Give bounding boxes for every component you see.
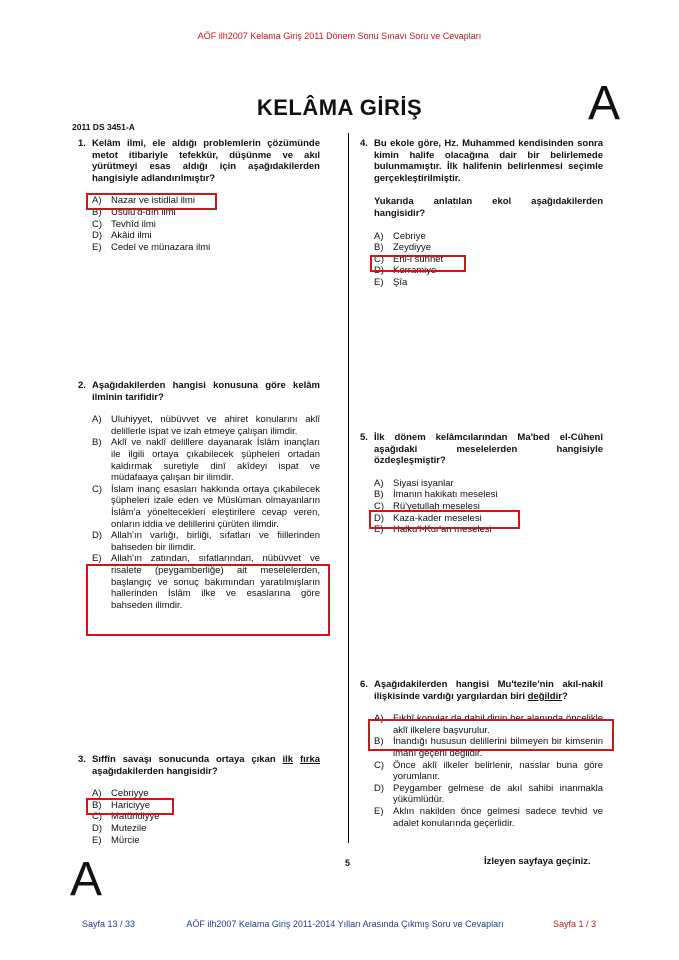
question-number: 3. — [78, 754, 86, 765]
option-e[interactable]: E) Aklın nakilden önce gelmesi sadece tevhid ve adalet konularında geçerlidir. — [374, 805, 603, 829]
question-number: 6. — [360, 679, 368, 690]
answer-highlight — [86, 798, 174, 815]
option-b[interactable]: B) Aklî ve naklî delillere dayanarak İslâm inançları ile ilgili ortaya çıkabilecek şüpheleri ortadan kaldırmak suretiyle dinî akîdeyi ispat ve müdafaaya çalışan bir ilimdir. — [92, 437, 320, 484]
page-number: 5 — [345, 858, 351, 868]
answer-highlight — [86, 564, 330, 636]
option-c[interactable]: C) Rü'yetullah meselesi — [374, 500, 480, 512]
question-number: 1. — [78, 138, 86, 149]
option-a[interactable]: A) Nazar ve istidlal ilmi — [92, 195, 195, 207]
footer-right: Sayfa 1 / 3 — [553, 919, 597, 929]
question-number: 5. — [360, 432, 368, 443]
option-c[interactable]: C) İslam inanç esasları hakkında ortaya çıkabilecek şüpheleri izale eden ve Müslüman olmayanların İslâm'a yöneltecekleri eleştirilere cevap veren, onların iddia ve delillerini çürüten ilimdir. — [92, 483, 320, 530]
option-a[interactable]: A) Cebriyye — [92, 788, 149, 800]
option-e[interactable]: E) Halku'l-Kur'an meselesi — [374, 524, 492, 536]
option-b[interactable]: B) Hariciyye — [92, 799, 151, 811]
answer-highlight — [369, 510, 520, 529]
option-c[interactable]: C) Tevhîd ilmi — [92, 218, 156, 230]
option-e[interactable]: E) Şîa — [374, 276, 408, 288]
answer-highlight — [86, 193, 217, 210]
option-a[interactable]: A) Siyasi isyanlar — [374, 477, 454, 489]
answer-highlight — [370, 255, 466, 272]
footer-center: AÖF ilh2007 Kelama Giriş 2011-2014 Yılları Arasında Çıkmış Soru ve Cevapları — [186, 919, 504, 929]
continue-note: İzleyen sayfaya geçiniz. — [484, 856, 591, 867]
top-title: AÖF ilh2007 Kelama Giriş 2011 Dönem Sonu Sınavı Soru ve Cevapları — [197, 31, 482, 41]
question-stem: İlk dönem kelâmcılarından Ma'bed el-Cühenî aşağıdaki meselelerden hangisiyle özdeşleşmiştir? — [374, 432, 603, 467]
question-stem: Sıffîn savaşı sonucunda ortaya çıkan ilk fırka aşağıdakilerden hangisidir? — [92, 754, 321, 777]
footer-left: Sayfa 13 / 33 — [82, 919, 136, 929]
question-number: 4. — [360, 138, 368, 149]
option-b[interactable]: B) İmanın hakikatı meselesi — [374, 489, 498, 501]
exam-code: 2011 DS 3451-A — [72, 122, 135, 132]
options-list — [92, 788, 320, 846]
page-title: KELÂMA GİRİŞ — [256, 95, 423, 120]
question-6 — [360, 679, 603, 829]
option-d[interactable]: D) Kaza-kader meselesi — [374, 512, 482, 524]
option-b[interactable]: B) Zeydiyye — [374, 242, 432, 254]
question-stem: Bu ekole göre, Hz. Muhammed kendisinden sonra kimin halife olacağına dair bir belirlemede bulunmamıştır. İlk halifenin belirlenmesi seçimle gerçekleştirilmiştir. — [374, 138, 603, 184]
option-e[interactable]: E) Mürcie — [92, 834, 140, 846]
option-e[interactable]: E) Cedel ve münazara ilmi — [92, 241, 211, 253]
option-c[interactable]: C) Matüridiyye — [92, 811, 160, 823]
option-c[interactable]: C) Ehl-i sünnet — [374, 253, 444, 265]
question-stem: Kelâm ilmi, ele aldığı problemlerin çözümünde metot itibariyle tefekkür, düşünme ve akıl yürütmeyi esas aldığı için aşağıdakilerden hangisiyle adlandırılmıştır? — [92, 138, 320, 184]
question-stem: Aşağıdakilerden hangisi Mu'tezile'nin akıl-nakil ilişkisinde vardığı yargılardan biri değildir? — [374, 679, 603, 702]
option-b[interactable]: B) Usûlü'd-dîn ilmi — [92, 206, 176, 218]
option-c[interactable]: C) Önce aklî ilkeler belirlenir, nasslar buna göre yorumlanır. — [374, 759, 603, 783]
answer-highlight — [368, 719, 614, 751]
option-d[interactable]: D) Peygamber gelmese de akıl sahibi inanmakla yükümlüdür. — [374, 782, 603, 806]
question-stem: Aşağıdakilerden hangisi konusuna göre kelâm ilminin tarifidir? — [92, 380, 320, 403]
option-a[interactable]: A) Fıkhî konular da dahil dinin her alanında öncelikle aklî ilkelere başvurulur. — [374, 713, 603, 736]
option-a[interactable]: A) Uluhiyyet, nübüvvet ve ahiret konularını aklî delillerle ispat ve izah etmeye çalışan ilimdir. — [92, 414, 320, 437]
booklet-letter: A — [588, 77, 621, 130]
option-a[interactable]: A) Cebriye — [374, 230, 426, 242]
question-number: 2. — [78, 380, 86, 391]
column-divider — [348, 133, 349, 843]
option-d[interactable]: D) Akâid ilmi — [92, 230, 152, 242]
option-d[interactable]: D) Allah'ın varlığı, birliği, sıfatları ve fiillerinden bahseden bir ilimdir. — [92, 530, 320, 553]
question-stem-2: Yukarıda anlatılan ekol aşağıdakilerden hangisidir? — [374, 196, 603, 219]
booklet-letter-bottom: A — [70, 853, 103, 906]
option-e[interactable]: E) Allah'ın zatından, sıfatlarından, nübüvvet ve risalete (peygamberliğe) ait meselelerden, başlangıç ve sonuç bakımından yaratılmışların hallerinden İslâm ilke ve esaslarına göre bahseden ilimdir. — [92, 553, 320, 611]
option-d[interactable]: D) Kerramiye — [374, 265, 437, 277]
option-d[interactable]: D) Mutezile — [92, 822, 147, 834]
option-b[interactable]: B) İnandığı hususun delillerini bilmeyen bir kimsenin imanı geçerli değildir. — [374, 736, 603, 759]
